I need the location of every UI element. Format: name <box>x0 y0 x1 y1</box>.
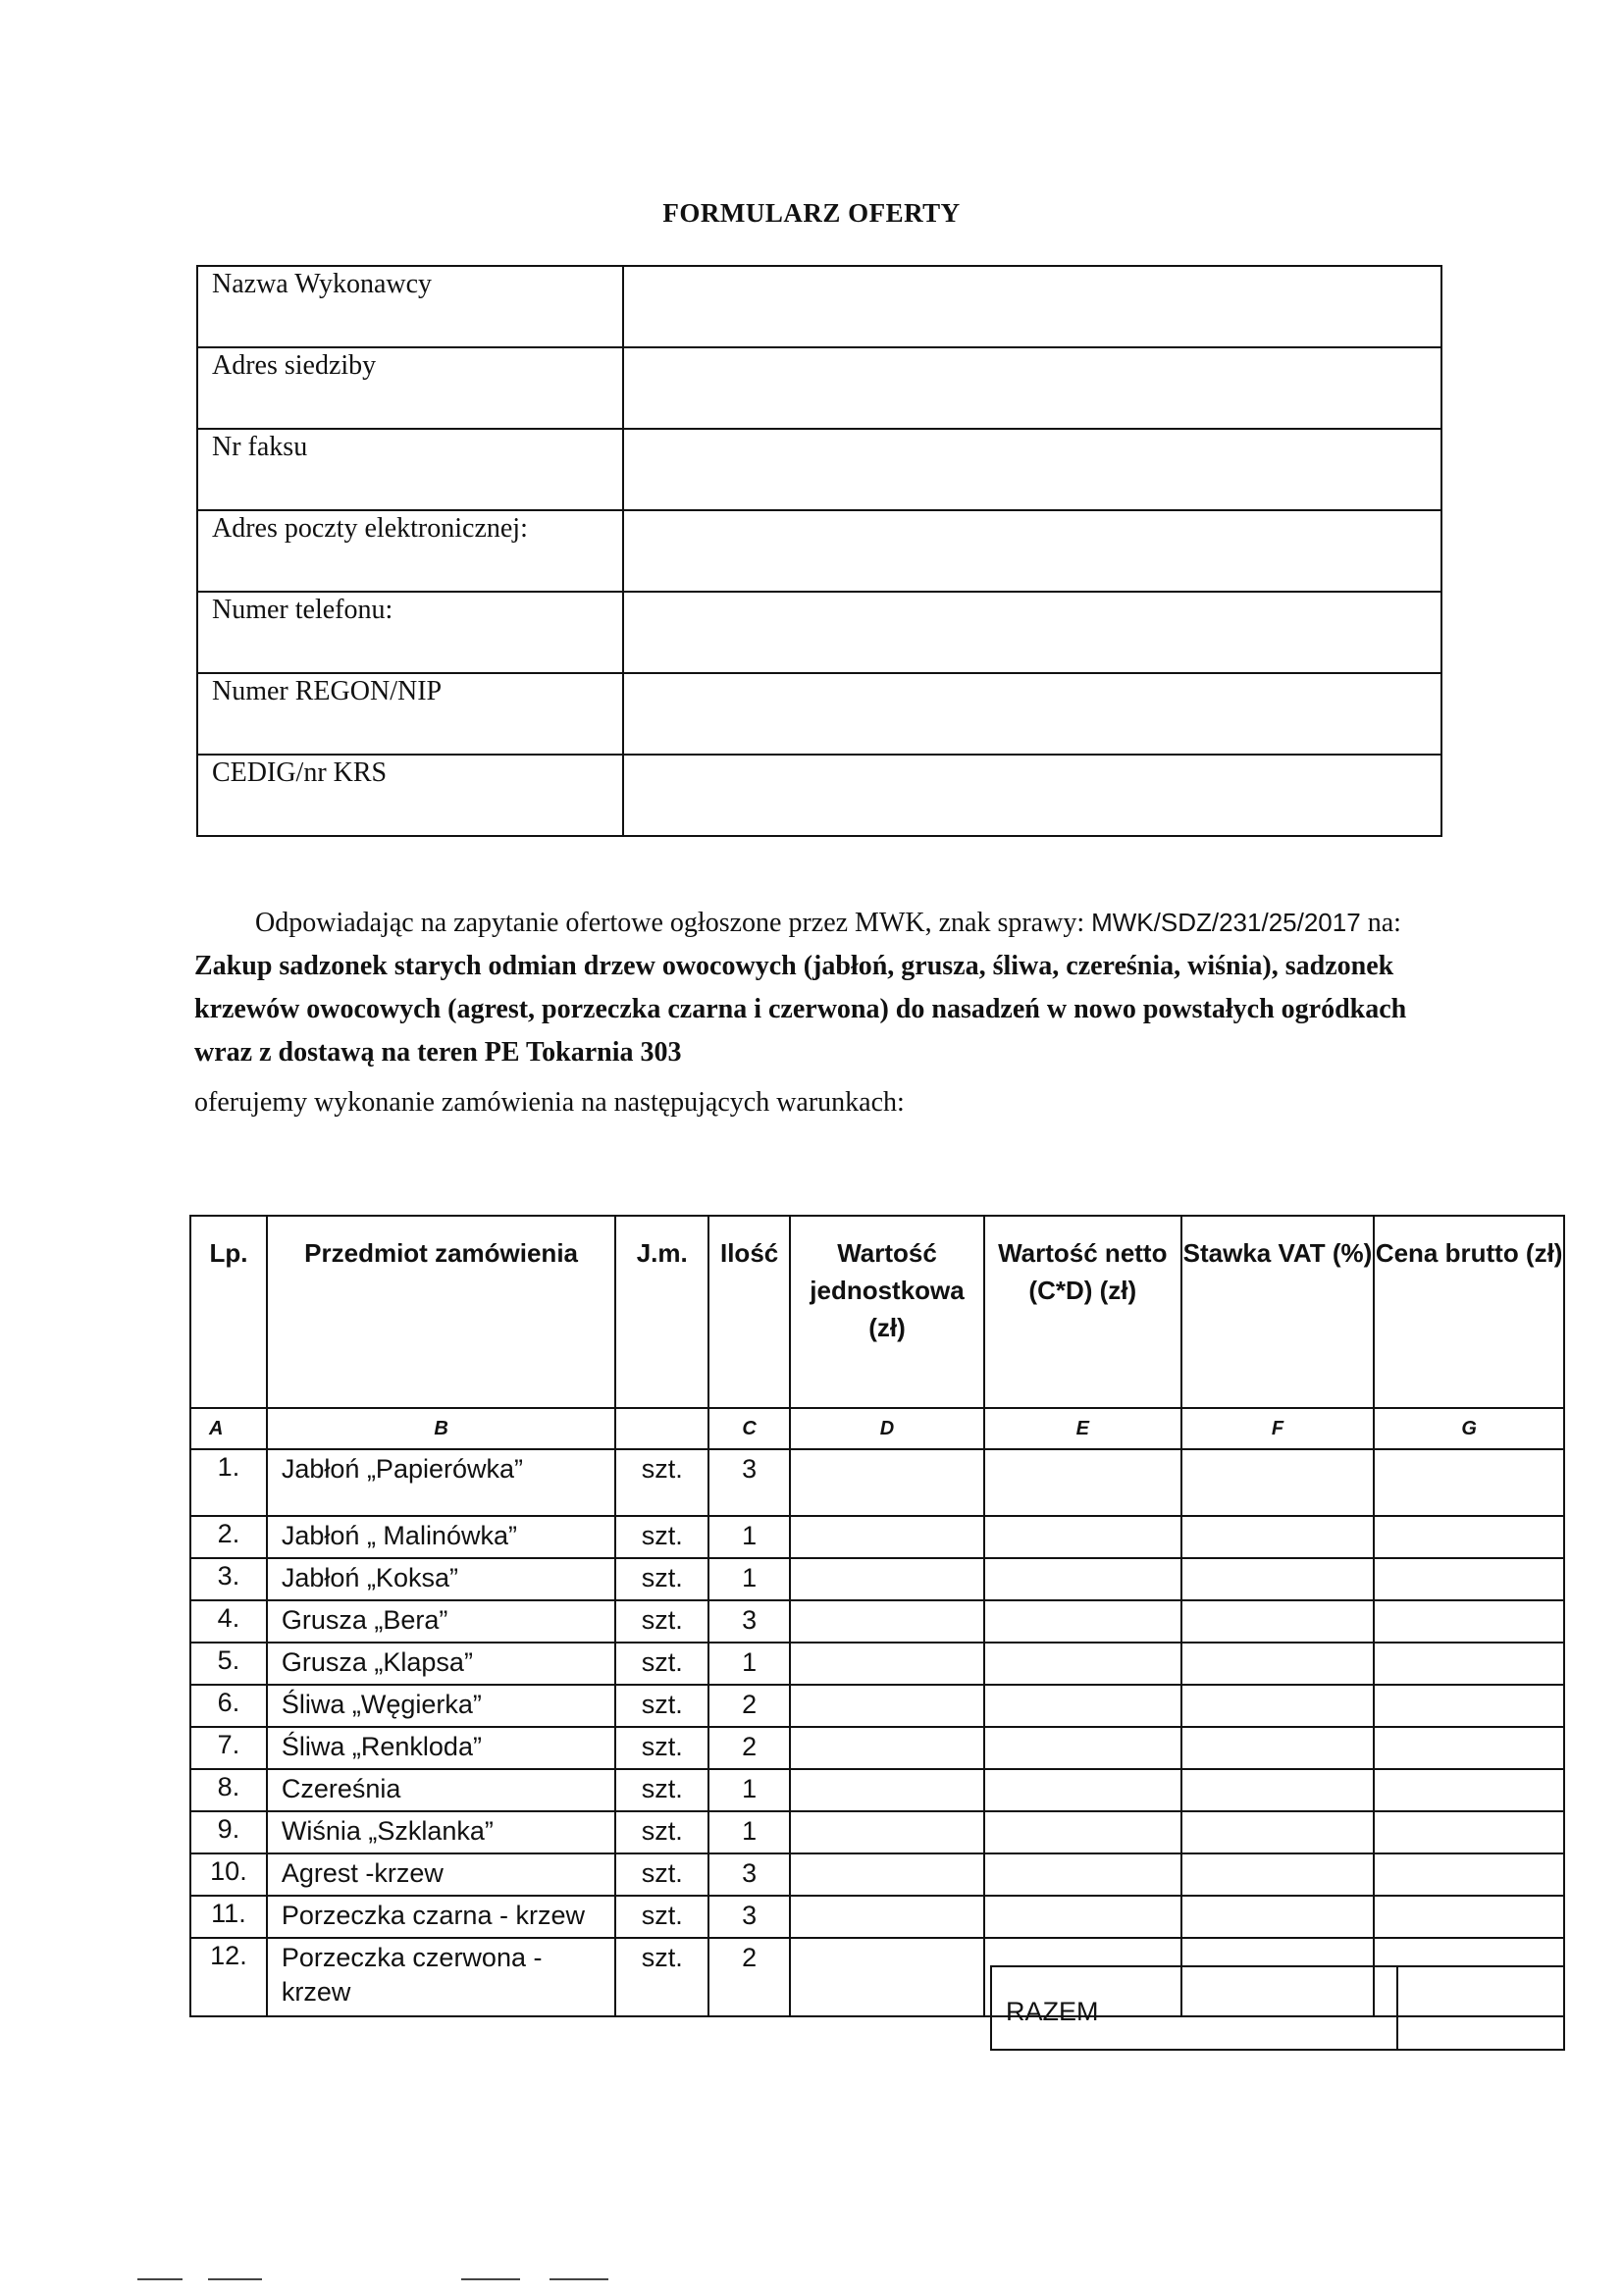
total-label: RAZEM <box>991 1966 1397 2050</box>
row-qty: 1 <box>708 1811 790 1853</box>
row-item-name: Porzeczka czarna - krzew <box>267 1896 615 1938</box>
row-item-name: Jabłoń „Papierówka” <box>267 1449 615 1516</box>
total-value[interactable] <box>1397 1966 1564 2050</box>
row-unit-value[interactable] <box>790 1558 984 1600</box>
row-item-name: Śliwa „Renkloda” <box>267 1727 615 1769</box>
row-lp: 9. <box>190 1811 267 1853</box>
row-lp: 7. <box>190 1727 267 1769</box>
column-letter: A <box>190 1408 267 1449</box>
row-vat-rate[interactable] <box>1181 1727 1375 1769</box>
scan-mark <box>550 2278 608 2280</box>
row-vat-rate[interactable] <box>1181 1769 1375 1811</box>
order-row <box>190 1643 1564 1685</box>
row-qty: 1 <box>708 1769 790 1811</box>
row-vat-rate[interactable] <box>1181 1643 1375 1685</box>
row-lp: 12. <box>190 1938 267 2016</box>
header-net-value: Wartość netto (C*D) (zł) <box>984 1216 1181 1408</box>
row-vat-rate[interactable] <box>1181 1516 1375 1558</box>
contractor-field-value[interactable] <box>623 592 1441 673</box>
order-row <box>190 1727 1564 1769</box>
contractor-field-label <box>197 429 623 510</box>
total-table <box>990 1965 1565 2051</box>
row-unit: szt. <box>615 1896 708 1938</box>
row-unit: szt. <box>615 1449 708 1516</box>
row-gross-price[interactable] <box>1374 1769 1564 1811</box>
row-item-name: Porzeczka czerwona - krzew <box>267 1938 615 2016</box>
column-letter: D <box>790 1408 984 1449</box>
row-unit-value[interactable] <box>790 1769 984 1811</box>
row-gross-price[interactable] <box>1374 1449 1564 1516</box>
page-title: FORMULARZ OFERTY <box>662 198 961 228</box>
row-gross-price[interactable] <box>1374 1853 1564 1896</box>
row-gross-price[interactable] <box>1374 1516 1564 1558</box>
contractor-field-value[interactable] <box>623 429 1441 510</box>
row-item-name: Czereśnia <box>267 1769 615 1811</box>
row-net-value[interactable] <box>984 1727 1181 1769</box>
row-lp: 8. <box>190 1769 267 1811</box>
contractor-field-value[interactable] <box>623 755 1441 836</box>
row-unit-value[interactable] <box>790 1727 984 1769</box>
intro-lead: Odpowiadając na zapytanie ofertowe ogłoszone przez MWK, znak sprawy: <box>255 908 1085 938</box>
row-unit-value[interactable] <box>790 1853 984 1896</box>
row-unit: szt. <box>615 1600 708 1643</box>
row-unit: szt. <box>615 1811 708 1853</box>
row-net-value[interactable] <box>984 1769 1181 1811</box>
field-label-regon-nip: Numer REGON/NIP <box>212 676 443 706</box>
column-letter: C <box>708 1408 790 1449</box>
row-lp: 2. <box>190 1516 267 1558</box>
row-qty: 1 <box>708 1643 790 1685</box>
row-qty: 3 <box>708 1853 790 1896</box>
contractor-field-value[interactable] <box>623 347 1441 429</box>
contractor-field-label <box>197 510 623 592</box>
row-net-value[interactable] <box>984 1853 1181 1896</box>
row-gross-price[interactable] <box>1374 1558 1564 1600</box>
row-qty: 2 <box>708 1938 790 2016</box>
intro-closing: oferujemy wykonanie zamówienia na następujących warunkach: <box>194 1087 905 1118</box>
row-vat-rate[interactable] <box>1181 1811 1375 1853</box>
row-gross-price[interactable] <box>1374 1600 1564 1643</box>
row-net-value[interactable] <box>984 1449 1181 1516</box>
row-item-name: Jabłoń „ Malinówka” <box>267 1516 615 1558</box>
order-subject: Zakup sadzonek starych odmian drzew owocowych (jabłoń, grusza, śliwa, czereśnia, wiśnia), sadzonek krzewów owocowych (agrest, porzeczka czarna i czerwona) do nasadzeń w nowo powstałych ogródkach wraz z dostawą na teren PE Tokarnia 303 <box>194 951 1407 1068</box>
intro-on: na: <box>1360 908 1401 938</box>
row-qty: 1 <box>708 1516 790 1558</box>
field-label-fax: Nr faksu <box>212 432 308 462</box>
row-vat-rate[interactable] <box>1181 1685 1375 1727</box>
row-vat-rate[interactable] <box>1181 1896 1375 1938</box>
row-gross-price[interactable] <box>1374 1896 1564 1938</box>
contractor-row <box>197 266 1441 347</box>
row-lp: 1. <box>190 1449 267 1516</box>
row-item-name: Grusza „Bera” <box>267 1600 615 1643</box>
column-letter: F <box>1181 1408 1375 1449</box>
row-unit: szt. <box>615 1769 708 1811</box>
row-qty: 1 <box>708 1558 790 1600</box>
row-qty: 2 <box>708 1685 790 1727</box>
header-item: Przedmiot zamówienia <box>267 1216 615 1408</box>
contractor-row <box>197 673 1441 755</box>
contractor-field-label <box>197 755 623 836</box>
order-row <box>190 1769 1564 1811</box>
row-lp: 6. <box>190 1685 267 1727</box>
row-net-value[interactable] <box>984 1600 1181 1643</box>
row-lp: 10. <box>190 1853 267 1896</box>
header-qty: Ilość <box>708 1216 790 1408</box>
row-unit-value[interactable] <box>790 1685 984 1727</box>
row-lp: 3. <box>190 1558 267 1600</box>
row-vat-rate[interactable] <box>1181 1449 1375 1516</box>
column-letter <box>615 1408 708 1449</box>
total-row <box>991 1966 1564 2050</box>
contractor-field-value[interactable] <box>623 673 1441 755</box>
row-vat-rate[interactable] <box>1181 1853 1375 1896</box>
row-item-name: Grusza „Klapsa” <box>267 1643 615 1685</box>
contractor-row <box>197 592 1441 673</box>
row-lp: 5. <box>190 1643 267 1685</box>
order-row <box>190 1811 1564 1853</box>
row-gross-price[interactable] <box>1374 1685 1564 1727</box>
field-label-phone: Numer telefonu: <box>212 595 393 625</box>
case-number: MWK/SDZ/231/25/2017 <box>1091 908 1361 937</box>
order-row <box>190 1600 1564 1643</box>
order-body <box>190 1449 1564 2016</box>
row-unit-value[interactable] <box>790 1600 984 1643</box>
scan-mark <box>461 2278 520 2280</box>
field-label-name: Nazwa Wykonawcy <box>212 269 433 299</box>
field-label-email: Adres poczty elektronicznej: <box>212 513 528 544</box>
contractor-row <box>197 429 1441 510</box>
row-unit-value[interactable] <box>790 1811 984 1853</box>
header-lp: Lp. <box>190 1216 267 1408</box>
row-gross-price[interactable] <box>1374 1727 1564 1769</box>
scan-mark <box>137 2278 183 2280</box>
row-vat-rate[interactable] <box>1181 1600 1375 1643</box>
row-net-value[interactable] <box>984 1558 1181 1600</box>
row-item-name: Wiśnia „Szklanka” <box>267 1811 615 1853</box>
column-letters-row <box>190 1408 1564 1449</box>
order-table <box>189 1215 1565 2017</box>
contractor-field-value[interactable] <box>623 266 1441 347</box>
row-unit-value[interactable] <box>790 1938 984 2016</box>
contractor-row <box>197 347 1441 429</box>
row-gross-price[interactable] <box>1374 1643 1564 1685</box>
contractor-row <box>197 510 1441 592</box>
contractor-field-label <box>197 592 623 673</box>
order-row <box>190 1516 1564 1558</box>
row-unit-value[interactable] <box>790 1896 984 1938</box>
row-lp: 4. <box>190 1600 267 1643</box>
field-label-krs: CEDIG/nr KRS <box>212 757 388 788</box>
column-letter: G <box>1374 1408 1564 1449</box>
row-net-value[interactable] <box>984 1516 1181 1558</box>
row-qty: 3 <box>708 1896 790 1938</box>
row-net-value[interactable] <box>984 1896 1181 1938</box>
row-unit: szt. <box>615 1516 708 1558</box>
row-unit: szt. <box>615 1853 708 1896</box>
row-unit-value[interactable] <box>790 1516 984 1558</box>
row-qty: 2 <box>708 1727 790 1769</box>
order-header-row <box>190 1216 1564 1408</box>
scan-mark <box>208 2278 262 2280</box>
row-qty: 3 <box>708 1449 790 1516</box>
row-qty: 3 <box>708 1600 790 1643</box>
field-label-address: Adres siedziby <box>212 350 377 381</box>
row-unit: szt. <box>615 1938 708 2016</box>
row-net-value[interactable] <box>984 1643 1181 1685</box>
order-row <box>190 1896 1564 1938</box>
contractor-field-label <box>197 347 623 429</box>
row-lp: 11. <box>190 1896 267 1938</box>
order-row <box>190 1685 1564 1727</box>
order-row <box>190 1449 1564 1516</box>
row-item-name: Jabłoń „Koksa” <box>267 1558 615 1600</box>
contractor-field-label <box>197 673 623 755</box>
contractor-field-value[interactable] <box>623 510 1441 592</box>
order-row <box>190 1558 1564 1600</box>
order-row <box>190 1853 1564 1896</box>
row-gross-price[interactable] <box>1374 1811 1564 1853</box>
column-letter: B <box>267 1408 615 1449</box>
row-net-value[interactable] <box>984 1685 1181 1727</box>
row-unit: szt. <box>615 1643 708 1685</box>
header-unit: J.m. <box>615 1216 708 1408</box>
contractor-info-table <box>196 265 1442 837</box>
header-vat-rate: Stawka VAT (%) <box>1181 1216 1375 1408</box>
row-unit: szt. <box>615 1727 708 1769</box>
header-gross-price: Cena brutto (zł) <box>1374 1216 1564 1408</box>
contractor-row <box>197 755 1441 836</box>
row-item-name: Agrest -krzew <box>267 1853 615 1896</box>
row-unit-value[interactable] <box>790 1449 984 1516</box>
row-unit: szt. <box>615 1685 708 1727</box>
header-unit-value: Wartość jednostkowa (zł) <box>790 1216 984 1408</box>
column-letter: E <box>984 1408 1181 1449</box>
row-item-name: Śliwa „Węgierka” <box>267 1685 615 1727</box>
row-unit: szt. <box>615 1558 708 1600</box>
intro-paragraph <box>194 901 1460 1074</box>
row-vat-rate[interactable] <box>1181 1558 1375 1600</box>
contractor-field-label <box>197 266 623 347</box>
row-unit-value[interactable] <box>790 1643 984 1685</box>
row-net-value[interactable] <box>984 1811 1181 1853</box>
